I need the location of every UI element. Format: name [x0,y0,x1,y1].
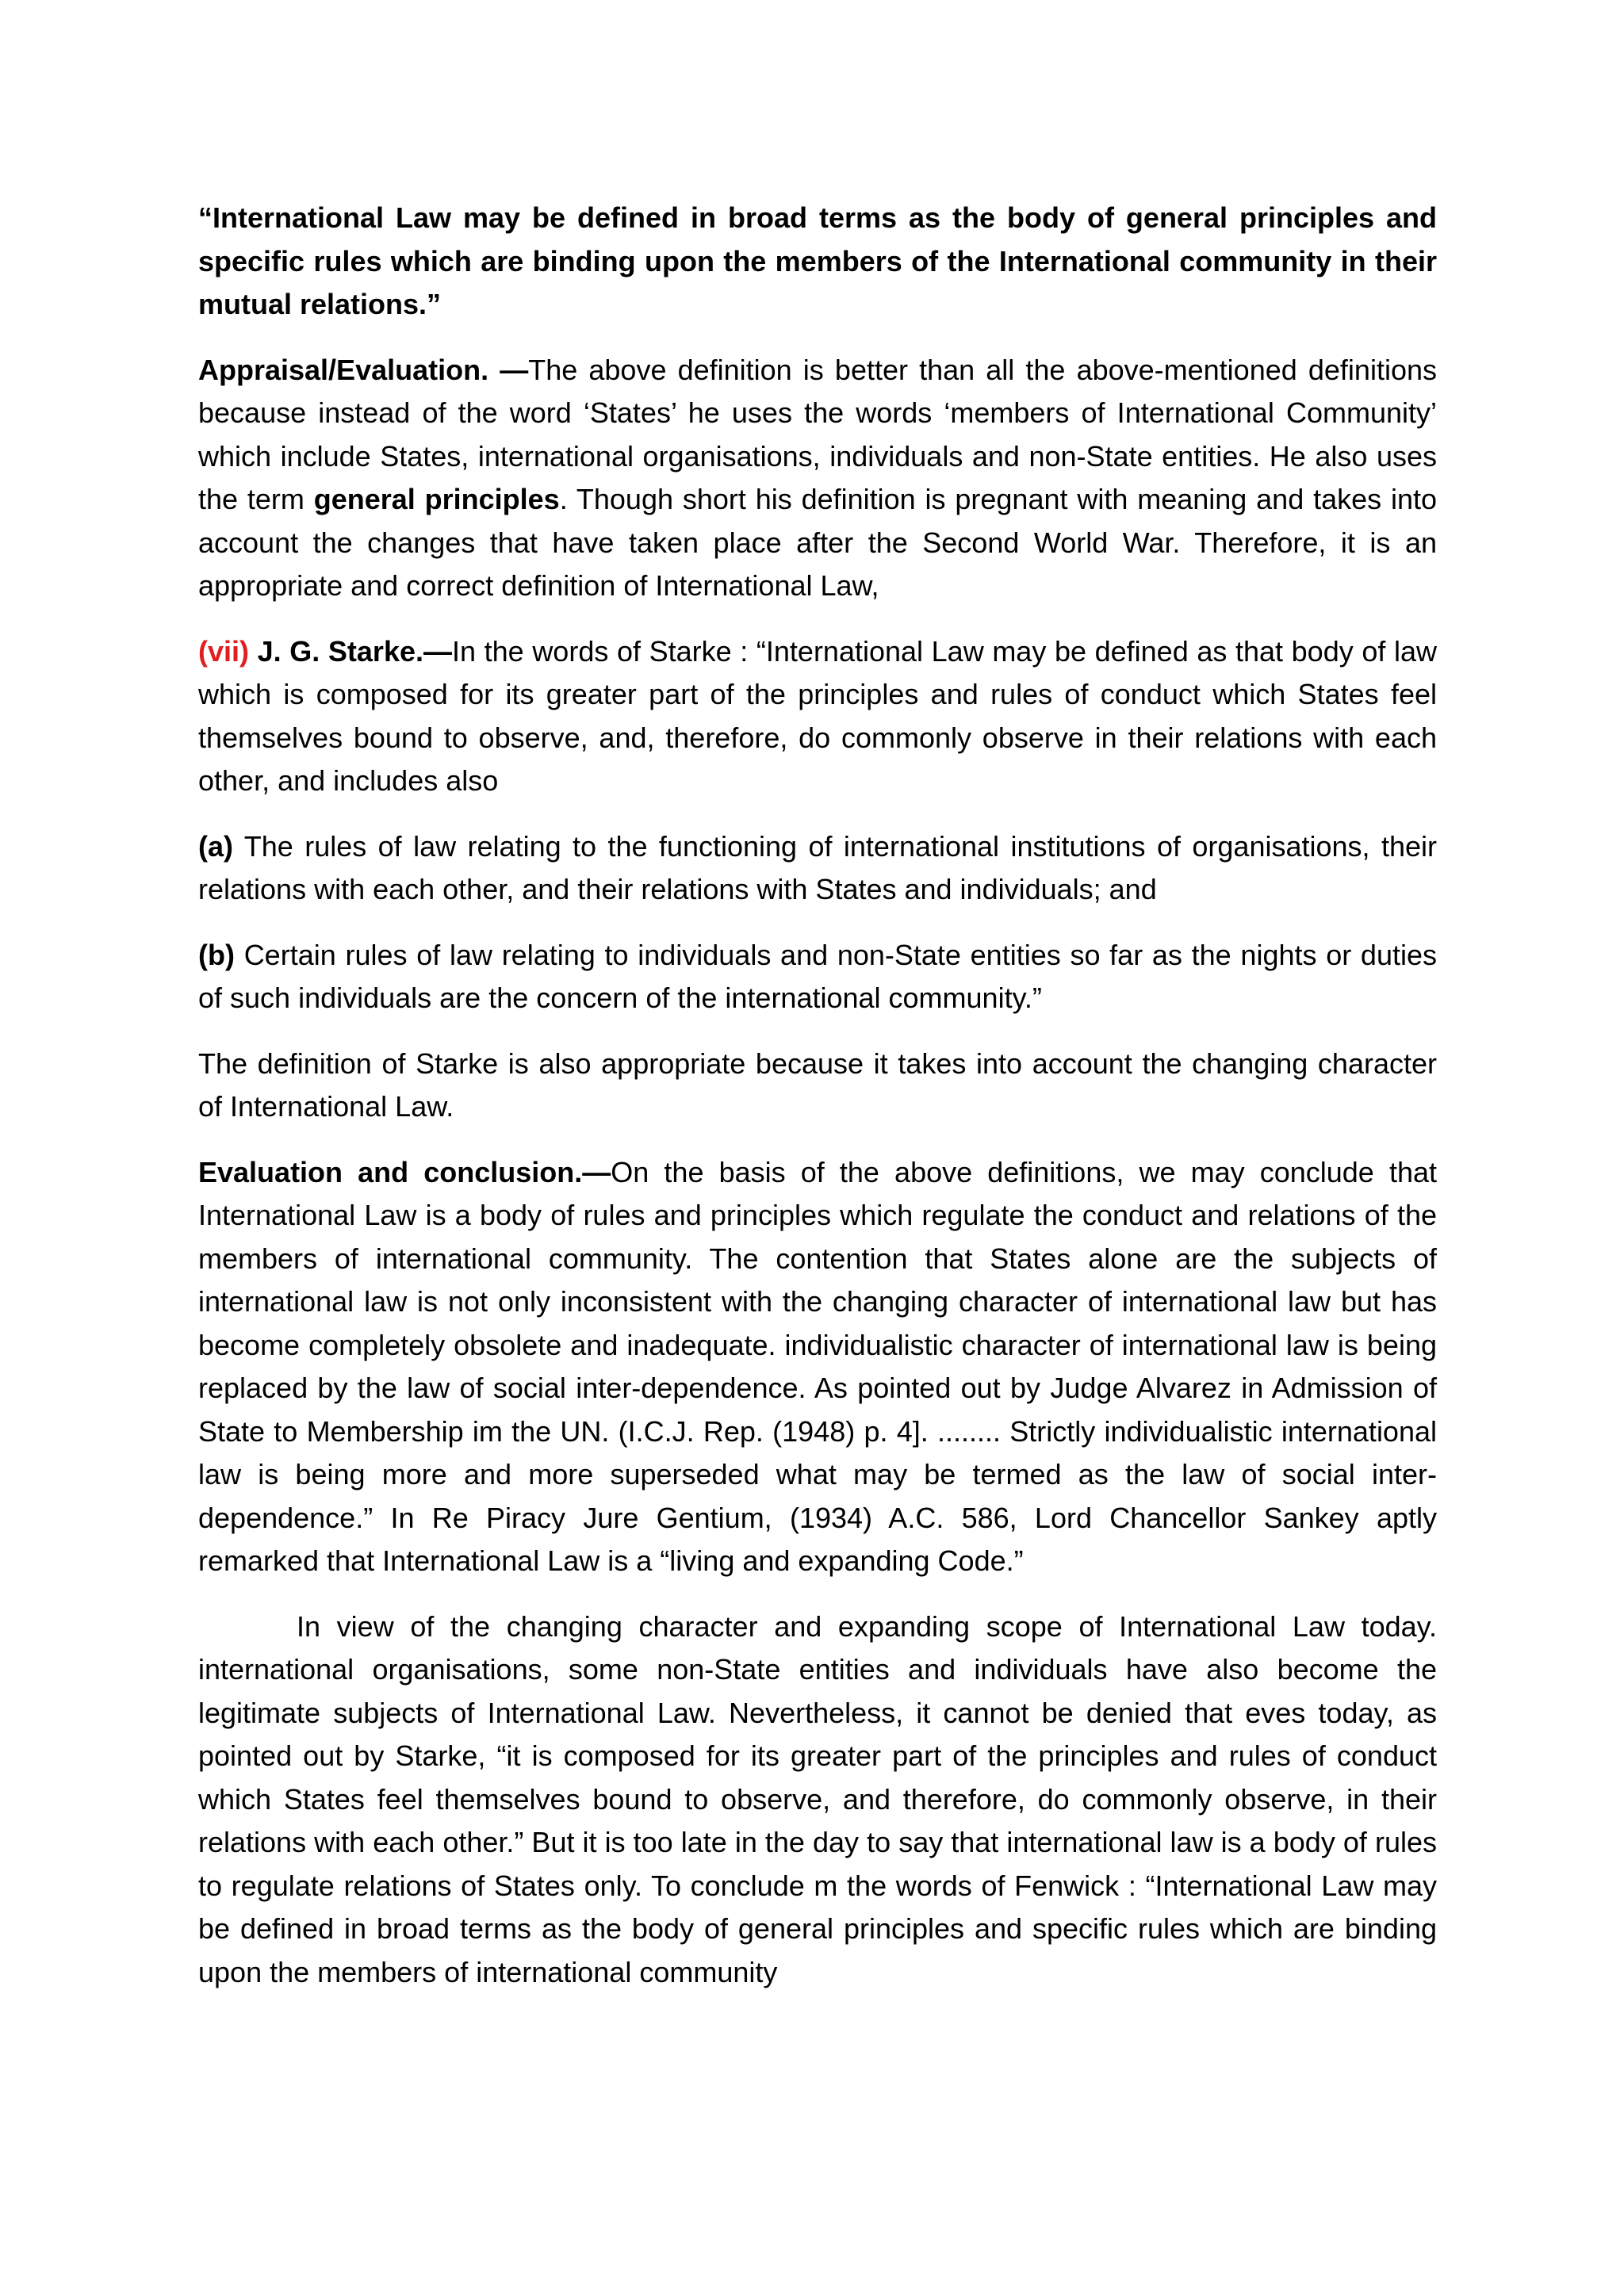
appraisal-text-start: The above definition is better than all the above-mentioned definitions because instead of the word ‘States’ he uses the words ‘members of International Community’ which include States, international organisations, individuals and non-State entities. He also uses the term [198,353,1437,515]
item-b-label: (b) [198,938,235,971]
item-a-text: The rules of law relating to the functioning of international institutions of organisations, their relations with each other, and their relations with States and individuals; and [198,829,1437,905]
starke-text: In the words of Starke : “International Law may be defined as that body of law which is composed for its greater part of the principles and rules of conduct which States feel themselves bound to observe, and, therefore, do commonly observe in their relations with each other, and includes also [198,634,1438,797]
opening-quote-paragraph [198,197,1437,327]
item-a-label: (a) [198,829,233,863]
final-paragraph-text: In view of the changing character and expanding scope of International Law today. international organisations, some non-State entities and individuals have also become the legitimate subjects of International Law. Nevertheless, it cannot be denied that eves today, as pointed out by Starke, “it is composed for its greater part of the principles and rules of conduct which States feel themselves bound to observe, and therefore, do commonly observe, in their relations with each other.” But it is too late in the day to say that international law is a body of rules to regulate relations of States only. To conclude m the words of Fenwick : “International Law may be defined in broad terms as the body of general principles and specific rules which are binding upon the members of international community [198,1609,1437,1988]
evaluation-paragraph [198,1151,1437,1583]
item-a-paragraph [198,825,1437,912]
final-paragraph [198,1605,1437,1995]
document-page [198,197,1437,2016]
appraisal-heading: Appraisal/Evaluation. [198,353,489,386]
starke-number: (vii) [198,634,250,668]
evaluation-heading: Evaluation and conclusion.— [198,1155,611,1188]
item-b-paragraph [198,934,1437,1020]
item-b-text: Certain rules of law relating to individuals and non-State entities so far as the nights or duties of such individuals are the concern of the international community.” [198,938,1437,1014]
appraisal-bold-term: general principles [313,483,560,515]
starke-name: J. G. Starke.— [249,634,452,668]
opening-quote: “International Law may be defined in broad terms as the body of general principles and specific rules which are binding upon the members of the International community in their mutual relations.” [198,201,1437,320]
appraisal-paragraph [198,349,1437,608]
appraisal-text-end: . Though short his definition is pregnant with meaning and takes into account the changes that have taken place after the Second World War. Therefore, it is an appropriate and correct definition of International Law, [198,483,1437,602]
evaluation-text: On the basis of the above definitions, we may conclude that International Law is a body of rules and principles which regulate the conduct and relations of the members of international community. The contention that States alone are the subjects of international law is not only inconsistent with the changing character of international law but has become completely obsolete and inadequate. individualistic character of international law is being replaced by the law of social inter-dependence. As pointed out by Judge Alvarez in Admission of State to Membership im the UN. (I.C.J. Rep. (1948) p. 4]. ........ Strictly individualistic international law is being more and more superseded what may be termed as the law of social inter-dependence.” In Re Piracy Jure Gentium, (1934) A.C. 586, Lord Chancellor Sankey aptly remarked that International Law is a “living and expanding Code.” [198,1155,1437,1577]
starke-conclusion-text: The definition of Starke is also appropriate because it takes into account the changing character of International Law. [198,1047,1437,1123]
appraisal-dash: — [488,353,529,386]
starke-paragraph [198,630,1437,803]
starke-conclusion-paragraph [198,1043,1437,1129]
